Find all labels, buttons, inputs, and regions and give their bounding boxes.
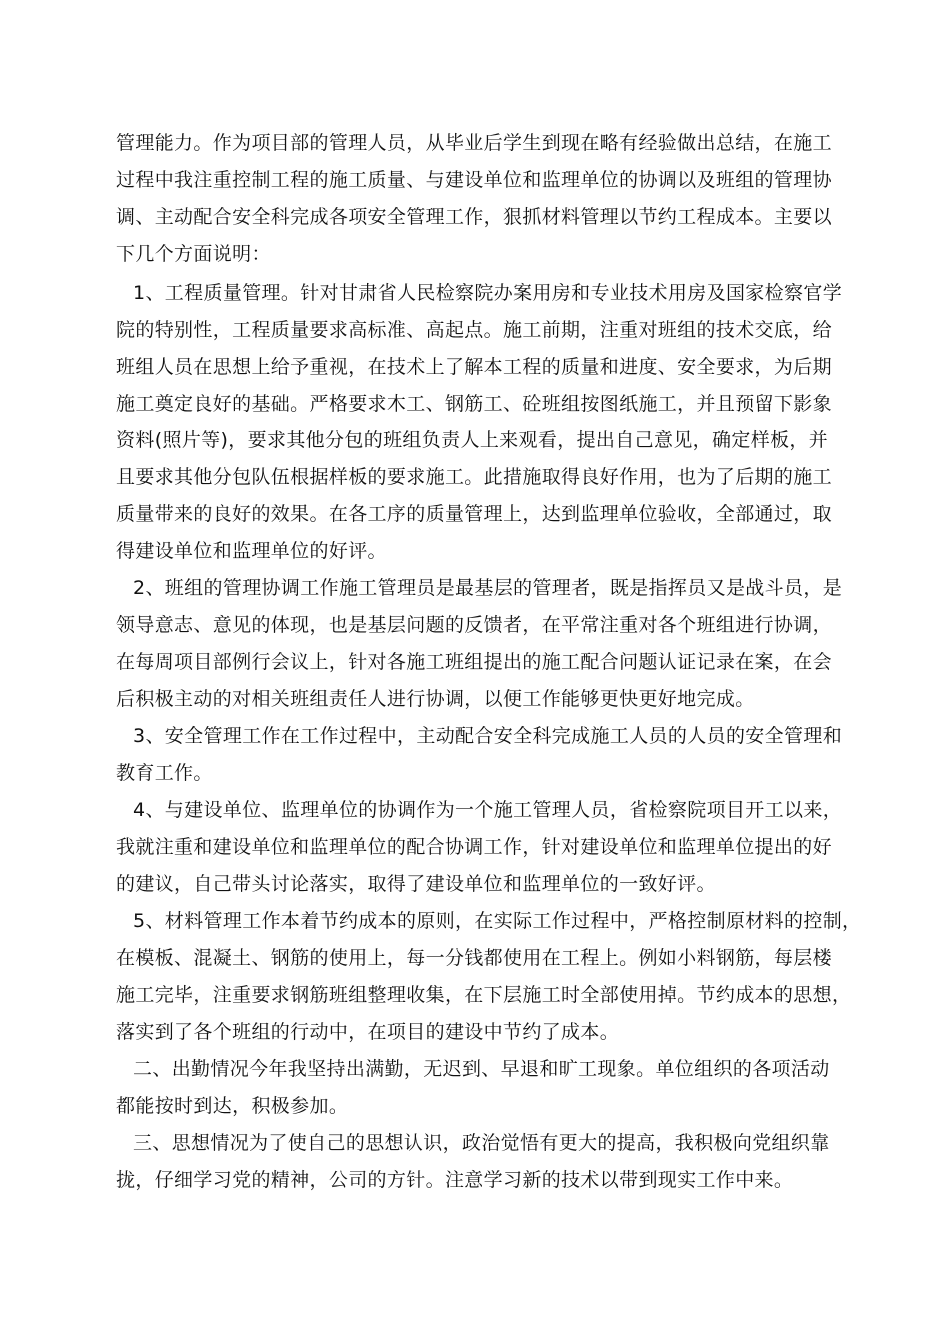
text-line: 施工完毕，注重要求钢筋班组整理收集，在下层施工时全部使用掉。节约成本的思想， — [116, 984, 852, 1006]
text-line: 施工奠定良好的基础。严格要求木工、钢筋工、砼班组按图纸施工，并且预留下影象 — [116, 393, 832, 415]
text-line: 院的特别性，工程质量要求高标准、高起点。施工前期，注重对班组的技术交底，给 — [116, 319, 832, 341]
text-line: 三、思想情况为了使自己的思想认识，政治觉悟有更大的提高，我积极向党组织靠 — [133, 1132, 830, 1154]
text-line: 我就注重和建设单位和监理单位的配合协调工作，针对建设单位和监理单位提出的好 — [116, 836, 832, 858]
text-line: 资料(照片等)，要求其他分包的班组负责人上来观看，提出自己意见，确定样板，并 — [116, 429, 829, 451]
text-line: 4、与建设单位、监理单位的协调作为一个施工管理人员，省检察院项目开工以来， — [133, 799, 843, 821]
text-line: 落实到了各个班组的行动中，在项目的建设中节约了成本。 — [116, 1021, 620, 1043]
text-line: 在模板、混凝土、钢筋的使用上，每一分钱都使用在工程上。例如小料钢筋，每层楼 — [116, 947, 832, 969]
text-line: 2、班组的管理协调工作施工管理员是最基层的管理者，既是指挥员又是战斗员，是 — [133, 577, 843, 599]
text-line: 班组人员在思想上给予重视，在技术上了解本工程的质量和进度、安全要求，为后期 — [116, 356, 832, 378]
text-line: 1、工程质量管理。针对甘肃省人民检察院办案用房和专业技术用房及国家检察官学 — [133, 282, 843, 304]
text-line: 调、主动配合安全科完成各项安全管理工作，狠抓材料管理以节约工程成本。主要以 — [116, 206, 832, 228]
text-line: 得建设单位和监理单位的好评。 — [116, 540, 387, 562]
text-line: 且要求其他分包队伍根据样板的要求施工。此措施取得良好作用，也为了后期的施工 — [116, 466, 832, 488]
text-line: 领导意志、意见的体现，也是基层问题的反馈者，在平常注重对各个班组进行协调， — [116, 614, 832, 636]
text-line: 拢，仔细学习党的精神，公司的方针。注意学习新的技术以带到现实工作中来。 — [116, 1169, 794, 1191]
text-line: 过程中我注重控制工程的施工质量、与建设单位和监理单位的协调以及班组的管理协 — [116, 169, 832, 191]
text-line: 3、安全管理工作在工作过程中，主动配合安全科完成施工人员的人员的安全管理和 — [133, 725, 843, 747]
text-line: 教育工作。 — [116, 762, 213, 784]
text-line: 下几个方面说明： — [116, 243, 271, 265]
text-line: 二、出勤情况今年我坚持出满勤，无迟到、早退和旷工现象。单位组织的各项活动 — [133, 1058, 830, 1080]
text-line: 5、材料管理工作本着节约成本的原则，在实际工作过程中，严格控制原材料的控制， — [133, 910, 862, 932]
text-line: 管理能力。作为项目部的管理人员，从毕业后学生到现在略有经验做出总结，在施工 — [116, 132, 832, 154]
text-line: 在每周项目部例行会议上，针对各施工班组提出的施工配合问题认证记录在案，在会 — [116, 651, 832, 673]
text-line: 都能按时到达，积极参加。 — [116, 1095, 349, 1117]
text-line: 的建议，自己带头讨论落实，取得了建设单位和监理单位的一致好评。 — [116, 873, 716, 895]
text-line: 质量带来的良好的效果。在各工序的质量管理上，达到监理单位验收，全部通过，取 — [116, 503, 832, 525]
text-line: 后积极主动的对相关班组责任人进行协调，以便工作能够更快更好地完成。 — [116, 688, 755, 710]
